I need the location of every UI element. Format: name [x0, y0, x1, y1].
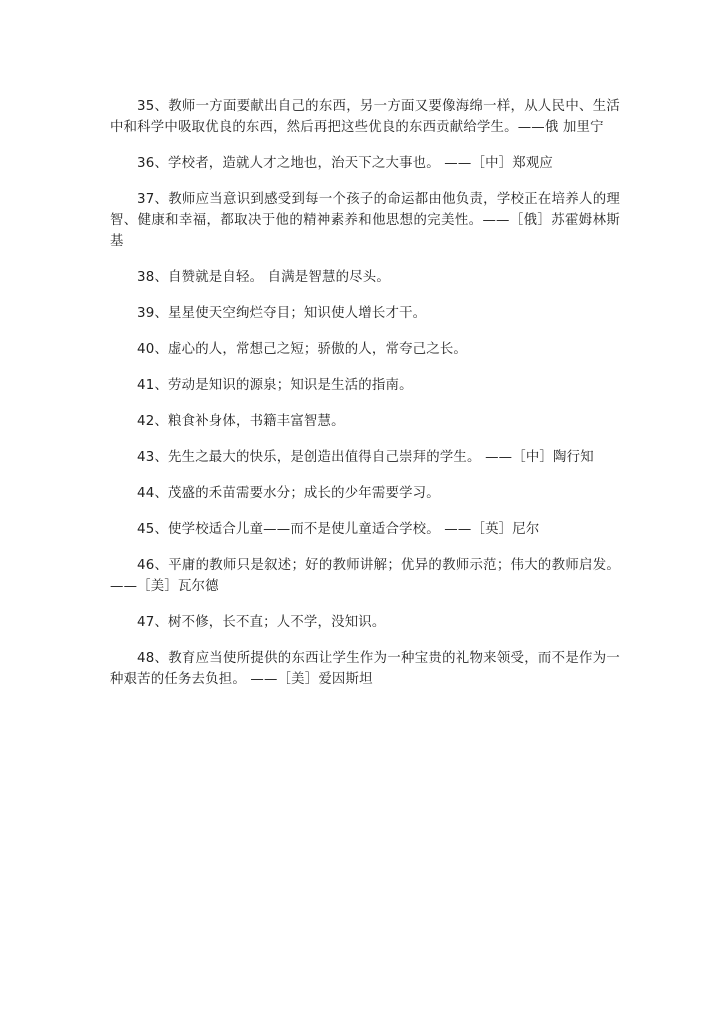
quote-39: 39、星星使天空绚烂夺目；知识使人增长才干。 [137, 306, 427, 321]
document-page [110, 96, 620, 705]
quote-43: 43、先生之最大的快乐，是创造出值得自己崇拜的学生。 ——［中］陶行知 [137, 450, 594, 465]
quote-41: 41、劳动是知识的源泉；知识是生活的指南。 [137, 378, 413, 393]
quote-37: 37、教师应当意识到感受到每一个孩子的命运都由他负责，学校正在培养人的理智、健康和幸福，都取决于他的精神素养和他思想的完美性。——［俄］苏霍姆林斯基 [110, 192, 620, 249]
quote-42: 42、粮食补身体，书籍丰富智慧。 [137, 414, 345, 429]
quote-45: 45、使学校适合儿童——而不是使儿童适合学校。 ——［英］尼尔 [137, 522, 540, 537]
quote-48: 48、教育应当使所提供的东西让学生作为一种宝贵的礼物来领受，而不是作为一种艰苦的任务去负担。 ——［美］爱因斯坦 [110, 651, 620, 687]
quote-35: 35、教师一方面要献出自己的东西，另一方面又要像海绵一样，从人民中、生活中和科学中吸取优良的东西，然后再把这些优良的东西贡献给学生。——俄 加里宁 [110, 99, 620, 135]
quote-44: 44、茂盛的禾苗需要水分；成长的少年需要学习。 [137, 486, 440, 501]
quote-38: 38、自赞就是自轻。 自满是智慧的尽头。 [137, 270, 390, 285]
quote-36: 36、学校者，造就人才之地也，治天下之大事也。 ——［中］郑观应 [137, 156, 554, 171]
quote-47: 47、树不修，长不直；人不学，没知识。 [137, 615, 386, 630]
quote-46: 46、平庸的教师只是叙述；好的教师讲解；优异的教师示范；伟大的教师启发。 ——［美］瓦尔德 [110, 558, 620, 594]
quote-40: 40、虚心的人，常想己之短；骄傲的人，常夸己之长。 [137, 342, 468, 357]
